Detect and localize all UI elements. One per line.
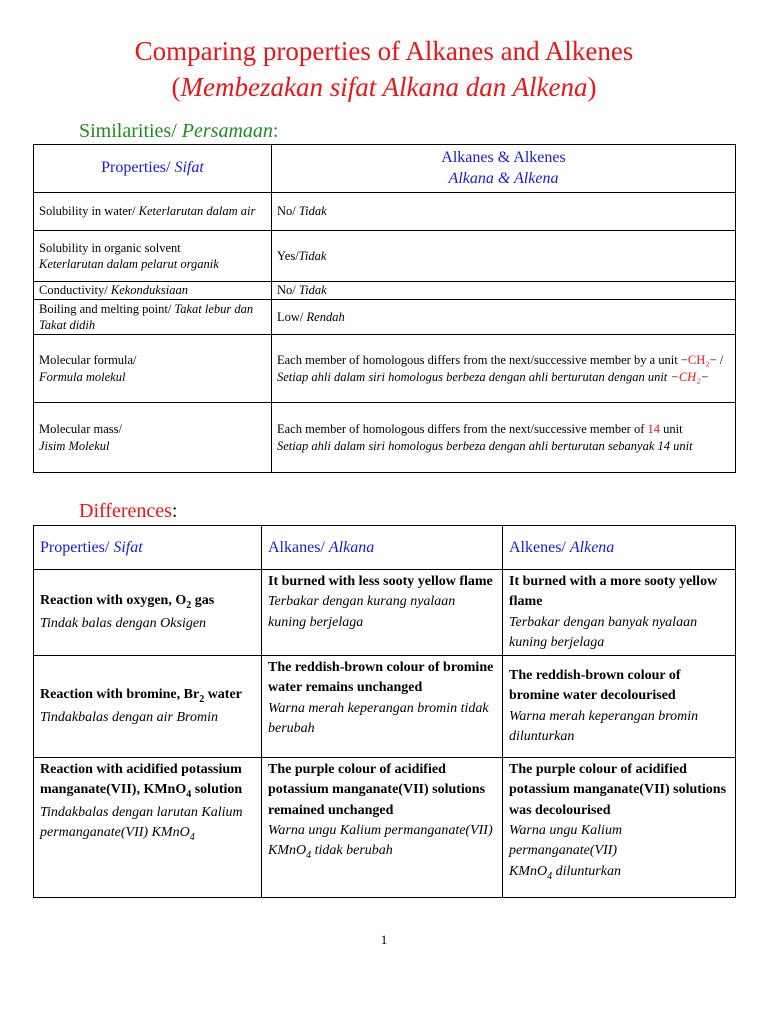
table-row [34,526,736,570]
header-cell-alkenes: Alkenes/ Alkena [503,526,736,570]
property-cell: Solubility in water/ Keterlarutan dalam air [34,193,272,231]
property-cell: Conductivity/ Kekonduksiaan [34,282,272,300]
page-number: 1 [380,932,388,947]
page-title: Comparing properties of Alkanes and Alkenes [134,36,634,66]
table-row [34,300,736,335]
page-subtitle: (Membezakan sifat Alkana dan Alkena) [171,72,597,102]
property-cell: Solubility in organic solvent Keterlarutan dalam pelarut organik [34,231,272,282]
table-row [34,656,736,758]
alkane-cell: It burned with less sooty yellow flame Terbakar dengan kurang nyalaan kuning berjelaga [262,570,503,656]
value-cell: No/ Tidak [272,282,736,300]
header-cell-properties: Properties/ Sifat [34,526,262,570]
alkane-cell: The reddish-brown colour of bromine water remains unchanged Warna merah keperangan bromin tidak berubah [262,656,503,758]
differences-table [33,525,736,898]
value-cell: Each member of homologous differs from the next/successive member by a unit −CH₂− / Setiap ahli dalam siri homologus berbeza dengan ahli berturutan dengan unit −CH₂− [272,335,736,403]
table-row [34,231,736,282]
table-row [34,282,736,300]
header-cell-alkanes-alkenes: Alkanes & Alkenes Alkana & Alkena [272,145,736,193]
property-cell: Boiling and melting point/ Takat lebur dan Takat didih [34,300,272,335]
value-cell: No/ Tidak [272,193,736,231]
property-cell: Molecular formula/ Formula molekul [34,335,272,403]
header-cell-alkanes: Alkanes/ Alkana [262,526,503,570]
similarities-table [33,144,736,473]
table-row [34,403,736,473]
value-cell: Each member of homologous differs from the next/successive member of 14 unit Setiap ahli dalam siri homologus berbeza dengan ahli berturutan sebanyak 14 unit [272,403,736,473]
value-cell: Low/ Rendah [272,300,736,335]
property-cell: Reaction with acidified potassium manganate(VII), KMnO$_4$ solution Tindakbalas dengan larutan Kalium permanganate(VII) KMnO$_4$ [34,758,262,898]
table-row [34,335,736,403]
alkane-cell: The purple colour of acidified potassium manganate(VII) solutions remained unchanged Warna ungu Kalium permanganate(VII) KMnO$_4$ tidak berubah [262,758,503,898]
table-row [34,570,736,656]
alkene-cell: The purple colour of acidified potassium manganate(VII) solutions was decolourised Warna ungu Kalium permanganate(VII) KMnO$_4$ dilunturkan [503,758,736,898]
table-row [34,758,736,898]
alkene-cell: The reddish-brown colour of bromine water decolourised Warna merah keperangan bromin dilunturkan [503,656,736,758]
property-cell: Reaction with bromine, $Br_2$ water Tindakbalas dengan air Bromin [34,656,262,758]
differences-heading: Differences: [79,500,178,522]
table-row [34,193,736,231]
similarities-heading: Similarities/ Persamaan: [79,120,279,142]
property-cell: Molecular mass/ Jisim Molekul [34,403,272,473]
value-cell: Yes/Tidak [272,231,736,282]
property-cell: Reaction with oxygen, $O_2$ gas Tindak balas dengan Oksigen [34,570,262,656]
table-row [34,145,736,193]
alkene-cell: It burned with a more sooty yellow flame Terbakar dengan banyak nyalaan kuning berjelaga [503,570,736,656]
header-cell-properties: Properties/ Sifat [34,145,272,193]
